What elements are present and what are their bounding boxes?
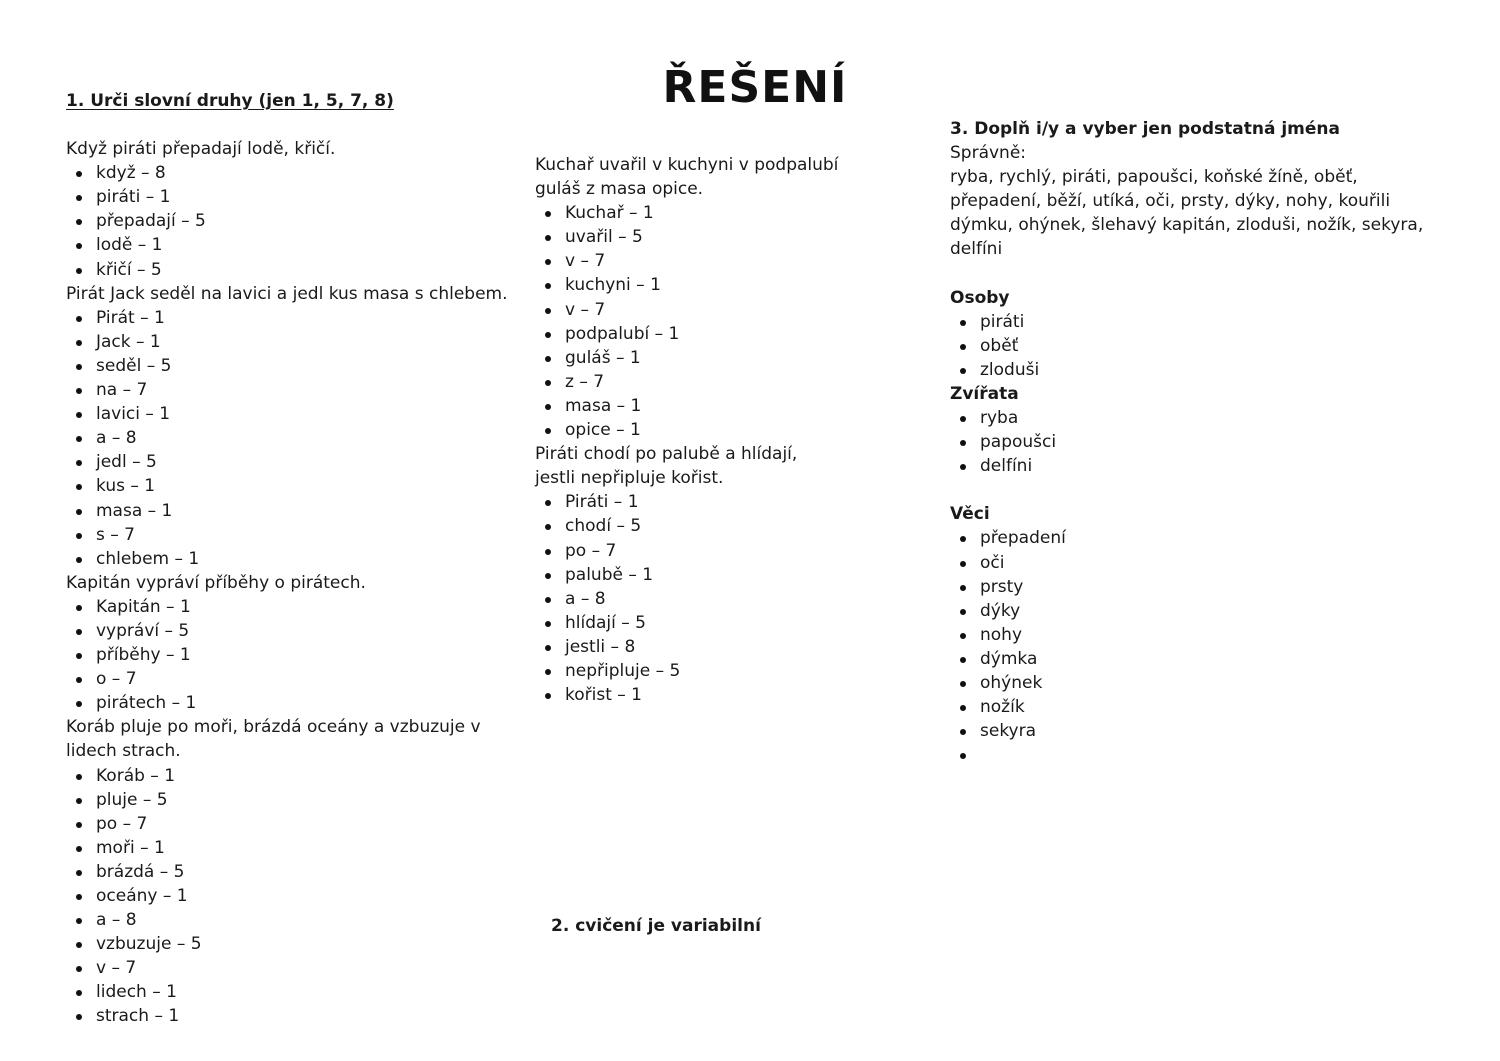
list-item: z – 7: [535, 370, 840, 394]
sentence: Kuchař uvařil v kuchyni v podpalubí guláš z masa opice.: [535, 155, 839, 200]
list-item: masa – 1: [535, 394, 840, 418]
category-zvirata-label: Zvířata: [950, 383, 1019, 404]
list-item: seděl – 5: [66, 354, 536, 378]
list-item: palubě – 1: [535, 563, 840, 587]
list-item: v – 7: [66, 956, 536, 980]
word-list: [535, 490, 840, 707]
category-osoby-label: Osoby: [950, 287, 1010, 308]
sentence: Pirát Jack seděl na lavici a jedl kus masa s chlebem.: [66, 283, 508, 304]
correct-label: Správně:: [950, 143, 1027, 164]
category-osoby-list: [950, 310, 1450, 382]
list-item: příběhy – 1: [66, 643, 536, 667]
spacer: [66, 113, 536, 137]
word-list: [535, 201, 840, 442]
list-item: po – 7: [66, 812, 536, 836]
list-item: nepřipluje – 5: [535, 659, 840, 683]
list-item: prsty: [950, 575, 1450, 599]
list-item: Jack – 1: [66, 330, 536, 354]
list-item: pirátech – 1: [66, 691, 536, 715]
list-item: když – 8: [66, 161, 536, 185]
list-item: moři – 1: [66, 836, 536, 860]
list-item: piráti: [950, 310, 1450, 334]
list-item: Kapitán – 1: [66, 595, 536, 619]
list-item: zloduši: [950, 358, 1450, 382]
list-item: přepadají – 5: [66, 209, 536, 233]
list-item: brázdá – 5: [66, 860, 536, 884]
list-item: dýmka: [950, 647, 1450, 671]
category-veci-label: Věci: [950, 504, 990, 525]
list-item: delfíni: [950, 454, 1450, 478]
correct-words: ryba, rychlý, piráti, papoušci, koňské žíně, oběť, přepadení, běží, utíká, oči, prsty, dýky, nohy, kouřili dýmku, ohýnek, šlehavý kapitán, zloduši, nožík, sekyra, delfíni: [950, 167, 1424, 260]
list-item: přepadení: [950, 526, 1450, 550]
list-item: sekyra: [950, 719, 1450, 743]
list-item: v – 7: [535, 298, 840, 322]
category-zvirata-list: [950, 406, 1450, 478]
list-item: lodě – 1: [66, 233, 536, 257]
list-item: Pirát – 1: [66, 306, 536, 330]
exercise-1-left-column: [66, 89, 536, 1029]
list-item: kus – 1: [66, 474, 536, 498]
list-item: jedl – 5: [66, 450, 536, 474]
spacer: [950, 478, 1450, 502]
list-item: Kuchař – 1: [535, 201, 840, 225]
sentence-groups-middle: [535, 153, 840, 707]
list-item: hlídají – 5: [535, 611, 840, 635]
list-item: masa – 1: [66, 499, 536, 523]
word-list: [66, 306, 536, 571]
exercise-1-middle-column: [535, 153, 840, 707]
list-item: nožík: [950, 695, 1450, 719]
list-item: dýky: [950, 599, 1450, 623]
list-item: po – 7: [535, 539, 840, 563]
list-item: lidech – 1: [66, 980, 536, 1004]
exercise-1-heading: 1. Urči slovní druhy (jen 1, 5, 7, 8): [66, 91, 394, 111]
list-item: piráti – 1: [66, 185, 536, 209]
list-item: oči: [950, 551, 1450, 575]
sentence: Kapitán vypráví příběhy o pirátech.: [66, 572, 366, 593]
sentence: Když piráti přepadají lodě, křičí.: [66, 139, 336, 160]
list-item: s – 7: [66, 523, 536, 547]
list-item: uvařil – 5: [535, 225, 840, 249]
list-item: chodí – 5: [535, 514, 840, 538]
list-item: vypráví – 5: [66, 619, 536, 643]
list-item: vzbuzuje – 5: [66, 932, 536, 956]
list-item: na – 7: [66, 378, 536, 402]
list-item: oběť: [950, 334, 1450, 358]
category-veci-list: [950, 526, 1450, 767]
list-item: [950, 743, 1450, 767]
list-item: křičí – 5: [66, 258, 536, 282]
exercise-3-heading: 3. Doplň i/y a vyber jen podstatná jména: [950, 119, 1340, 139]
list-item: strach – 1: [66, 1004, 536, 1028]
list-item: podpalubí – 1: [535, 322, 840, 346]
word-list: [66, 764, 536, 1029]
list-item: a – 8: [66, 908, 536, 932]
list-item: pluje – 5: [66, 788, 536, 812]
sentence: Koráb pluje po moři, brázdá oceány a vzbuzuje v lidech strach.: [66, 717, 481, 762]
list-item: lavici – 1: [66, 402, 536, 426]
list-item: kořist – 1: [535, 683, 840, 707]
sentence-groups-left: [66, 137, 536, 1028]
page-title: ŘEŠENÍ: [662, 62, 848, 113]
list-item: chlebem – 1: [66, 547, 536, 571]
list-item: a – 8: [66, 426, 536, 450]
list-item: papoušci: [950, 430, 1450, 454]
list-item: nohy: [950, 623, 1450, 647]
list-item: Koráb – 1: [66, 764, 536, 788]
exercise-3-column: [950, 117, 1450, 767]
word-list: [66, 161, 536, 281]
word-list: [66, 595, 536, 715]
list-item: v – 7: [535, 249, 840, 273]
list-item: opice – 1: [535, 418, 840, 442]
list-item: ryba: [950, 406, 1450, 430]
list-item: ohýnek: [950, 671, 1450, 695]
exercise-2-heading: 2. cvičení je variabilní: [551, 916, 761, 936]
list-item: kuchyni – 1: [535, 273, 840, 297]
list-item: Piráti – 1: [535, 490, 840, 514]
list-item: jestli – 8: [535, 635, 840, 659]
list-item: guláš – 1: [535, 346, 840, 370]
sentence: Piráti chodí po palubě a hlídají, jestli nepřipluje kořist.: [535, 444, 798, 489]
list-item: a – 8: [535, 587, 840, 611]
list-item: o – 7: [66, 667, 536, 691]
list-item: oceány – 1: [66, 884, 536, 908]
spacer: [950, 262, 1450, 286]
